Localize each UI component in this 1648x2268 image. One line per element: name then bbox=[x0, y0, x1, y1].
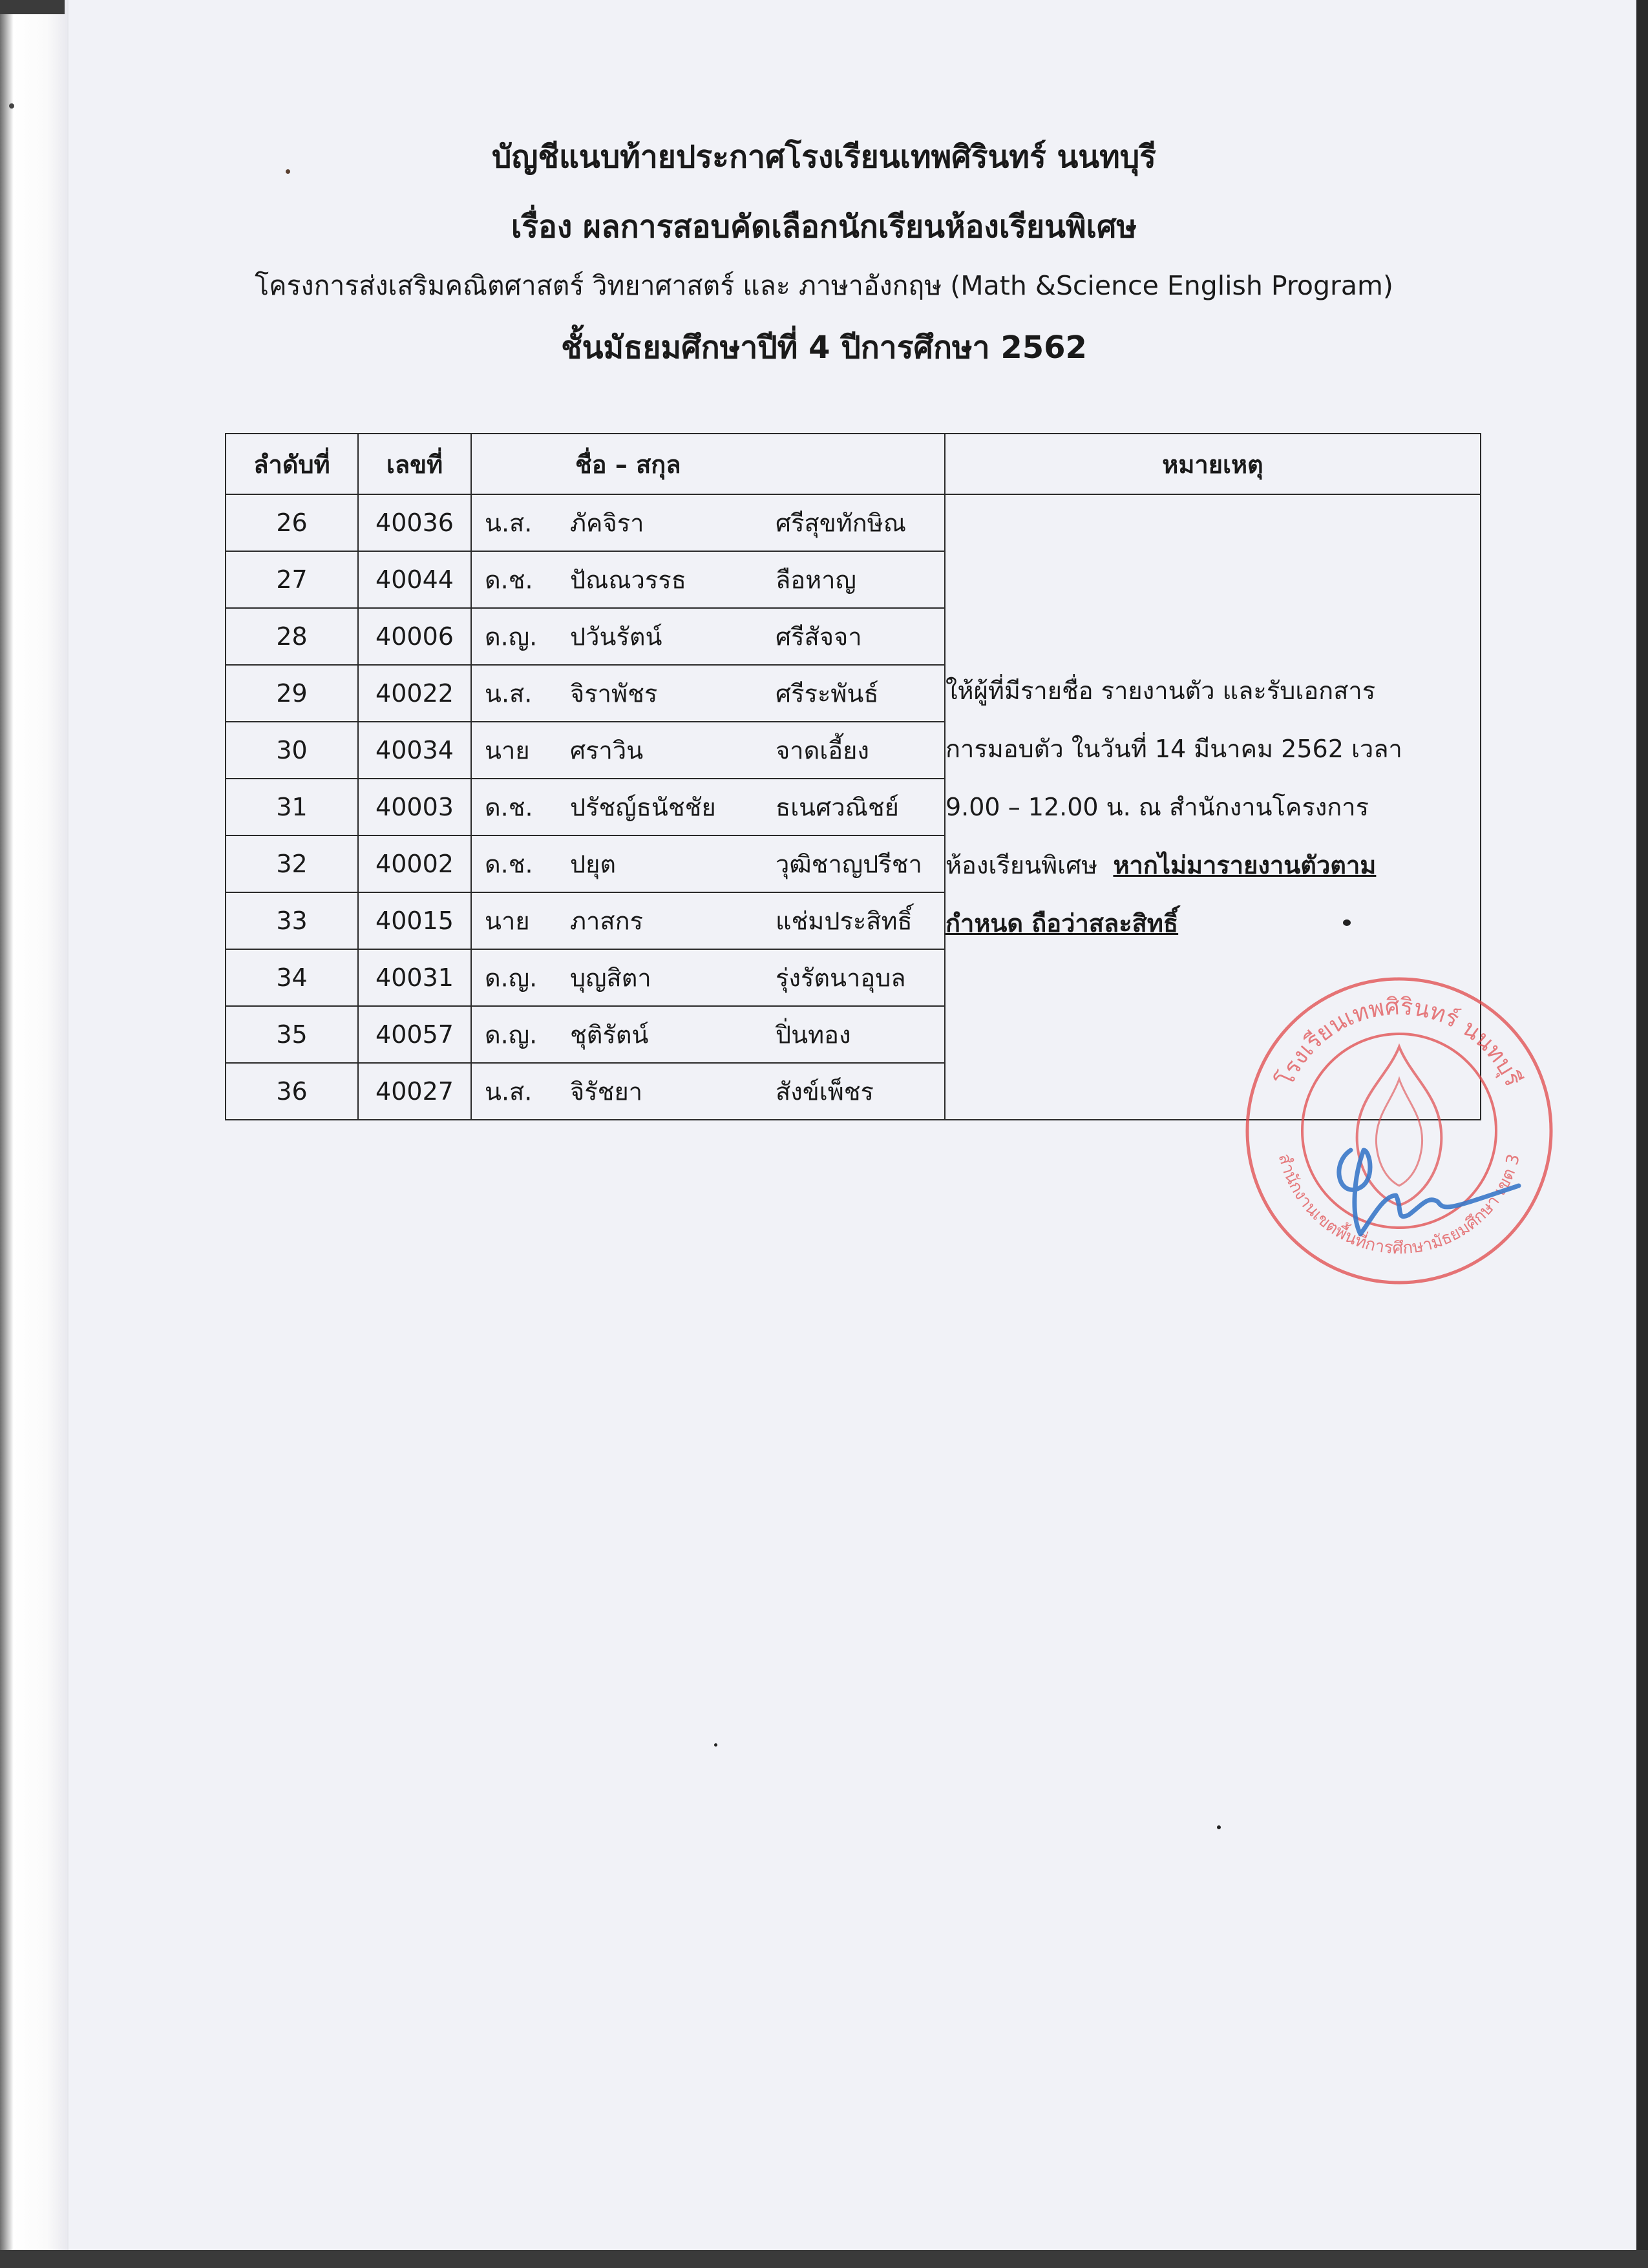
last-name: ศรีสัจจา bbox=[776, 622, 862, 651]
cell-id: 40031 bbox=[358, 949, 471, 1006]
last-name: รุ่งรัตนาอุบล bbox=[776, 963, 906, 992]
name-prefix: นาย bbox=[485, 736, 530, 765]
cell-name bbox=[471, 722, 945, 779]
cell-id: 40034 bbox=[358, 722, 471, 779]
name-prefix: ด.ญ. bbox=[485, 963, 538, 992]
cell-order: 34 bbox=[226, 949, 358, 1006]
last-name: จาดเอี้ยง bbox=[776, 736, 869, 765]
cell-id: 40022 bbox=[358, 665, 471, 722]
doc-title-line-4: ชั้นมัธยมศึกษาปีที่ 4 ปีการศึกษา 2562 bbox=[561, 330, 1087, 366]
cell-order: 27 bbox=[226, 551, 358, 608]
remark-line bbox=[945, 836, 1480, 894]
seal-top-text: โรงเรียนเทพศิรินทร์ นนทบุรี bbox=[1272, 993, 1527, 1091]
name-prefix: น.ส. bbox=[485, 509, 533, 538]
first-name: จิรัชยา bbox=[570, 1077, 643, 1106]
first-name: ปวันรัตน์ bbox=[570, 622, 662, 651]
table-header-row bbox=[226, 434, 1481, 494]
cell-id: 40006 bbox=[358, 608, 471, 665]
table-row bbox=[226, 494, 1481, 551]
cell-name bbox=[471, 779, 945, 835]
cell-id: 40036 bbox=[358, 494, 471, 551]
cell-order: 29 bbox=[226, 665, 358, 722]
first-name: ภัคจิรา bbox=[570, 509, 644, 538]
first-name: จิราพัชร bbox=[570, 679, 658, 708]
last-name: ศรีระพันธ์ bbox=[776, 679, 879, 708]
cell-name bbox=[471, 608, 945, 665]
remark-line: 9.00 – 12.00 น. ณ สำนักงานโครงการ bbox=[945, 793, 1369, 821]
name-prefix: ด.ช. bbox=[485, 850, 533, 879]
cell-id: 40002 bbox=[358, 835, 471, 892]
name-prefix: น.ส. bbox=[485, 1077, 533, 1106]
scan-speck bbox=[1217, 1825, 1221, 1829]
cell-order: 36 bbox=[226, 1063, 358, 1120]
cell-name bbox=[471, 494, 945, 551]
first-name: ปรัชญ์ธนัชชัย bbox=[570, 793, 716, 822]
cell-name bbox=[471, 1006, 945, 1063]
cell-order: 28 bbox=[226, 608, 358, 665]
name-prefix: ด.ช. bbox=[485, 565, 533, 594]
cell-order: 33 bbox=[226, 892, 358, 949]
header-name: ชื่อ – สกุล bbox=[471, 434, 945, 494]
first-name: ปยุต bbox=[570, 850, 617, 879]
last-name: ปิ่นทอง bbox=[776, 1020, 851, 1049]
cell-order: 26 bbox=[226, 494, 358, 551]
signature bbox=[1325, 1124, 1525, 1247]
cell-order: 35 bbox=[226, 1006, 358, 1063]
last-name: วุฒิชาญปรีชา bbox=[776, 850, 922, 879]
remark-line bbox=[945, 894, 1480, 952]
cell-name bbox=[471, 1063, 945, 1120]
remark-line: ให้ผู้ที่มีรายชื่อ รายงานตัว และรับเอกสาร bbox=[945, 677, 1376, 705]
remark-warning: กำหนด ถือว่าสละสิทธิ์ bbox=[945, 909, 1179, 938]
scan-edge-bottom bbox=[0, 2250, 1648, 2268]
cell-order: 30 bbox=[226, 722, 358, 779]
header-order: ลำดับที่ bbox=[226, 434, 358, 494]
seal-bottom-text: สำนักงานเขตพื้นที่การศึกษามัธยมศึกษา เขต 3 bbox=[1274, 1151, 1525, 1259]
name-prefix: นาย bbox=[485, 907, 530, 936]
name-prefix: ด.ญ. bbox=[485, 622, 538, 651]
cell-order: 32 bbox=[226, 835, 358, 892]
scan-speck bbox=[1343, 919, 1351, 926]
doc-title-line-2: เรื่อง ผลการสอบคัดเลือกนักเรียนห้องเรียนพิเศษ bbox=[511, 209, 1137, 245]
scan-speck bbox=[286, 169, 290, 174]
name-prefix: น.ส. bbox=[485, 679, 533, 708]
last-name: ธเนศวณิชย์ bbox=[776, 793, 899, 822]
cell-name bbox=[471, 665, 945, 722]
doc-title-line-1: บัญชีแนบท้ายประกาศโรงเรียนเทพศิรินทร์ นนทบุรี bbox=[492, 139, 1156, 175]
last-name: แช่มประสิทธิ์ bbox=[776, 907, 913, 936]
header-remark: หมายเหตุ bbox=[945, 434, 1481, 494]
first-name: ชุติรัตน์ bbox=[570, 1020, 649, 1049]
cell-name bbox=[471, 551, 945, 608]
remark-warning: หากไม่มารายงานตัวตาม bbox=[1113, 851, 1377, 879]
cell-id: 40015 bbox=[358, 892, 471, 949]
cell-id: 40003 bbox=[358, 779, 471, 835]
cell-id: 40057 bbox=[358, 1006, 471, 1063]
first-name: ภาสกร bbox=[570, 907, 643, 936]
remark-plain: ห้องเรียนพิเศษ bbox=[945, 851, 1114, 879]
scan-corner bbox=[0, 0, 65, 14]
header-id: เลขที่ bbox=[358, 434, 471, 494]
last-name: ศรีสุขทักษิณ bbox=[776, 509, 907, 538]
first-name: ศราวิน bbox=[570, 736, 644, 765]
remark-line: การมอบตัว ในวันที่ 14 มีนาคม 2562 เวลา bbox=[945, 735, 1402, 763]
doc-title-line-3: โครงการส่งเสริมคณิตศาสตร์ วิทยาศาสตร์ และ ภาษาอังกฤษ (Math &Science English Program) bbox=[255, 270, 1393, 301]
first-name: บุญสิตา bbox=[570, 963, 651, 992]
scan-speck bbox=[714, 1743, 717, 1747]
cell-id: 40027 bbox=[358, 1063, 471, 1120]
scan-speck bbox=[9, 103, 14, 109]
cell-id: 40044 bbox=[358, 551, 471, 608]
cell-name bbox=[471, 892, 945, 949]
last-name: สังข์เพ็ชร bbox=[776, 1077, 874, 1106]
name-prefix: ด.ช. bbox=[485, 793, 533, 822]
cell-name bbox=[471, 835, 945, 892]
cell-name bbox=[471, 949, 945, 1006]
first-name: ปัณณวรรธ bbox=[570, 565, 686, 594]
cell-order: 31 bbox=[226, 779, 358, 835]
name-prefix: ด.ญ. bbox=[485, 1020, 538, 1049]
last-name: ลือหาญ bbox=[776, 565, 856, 594]
